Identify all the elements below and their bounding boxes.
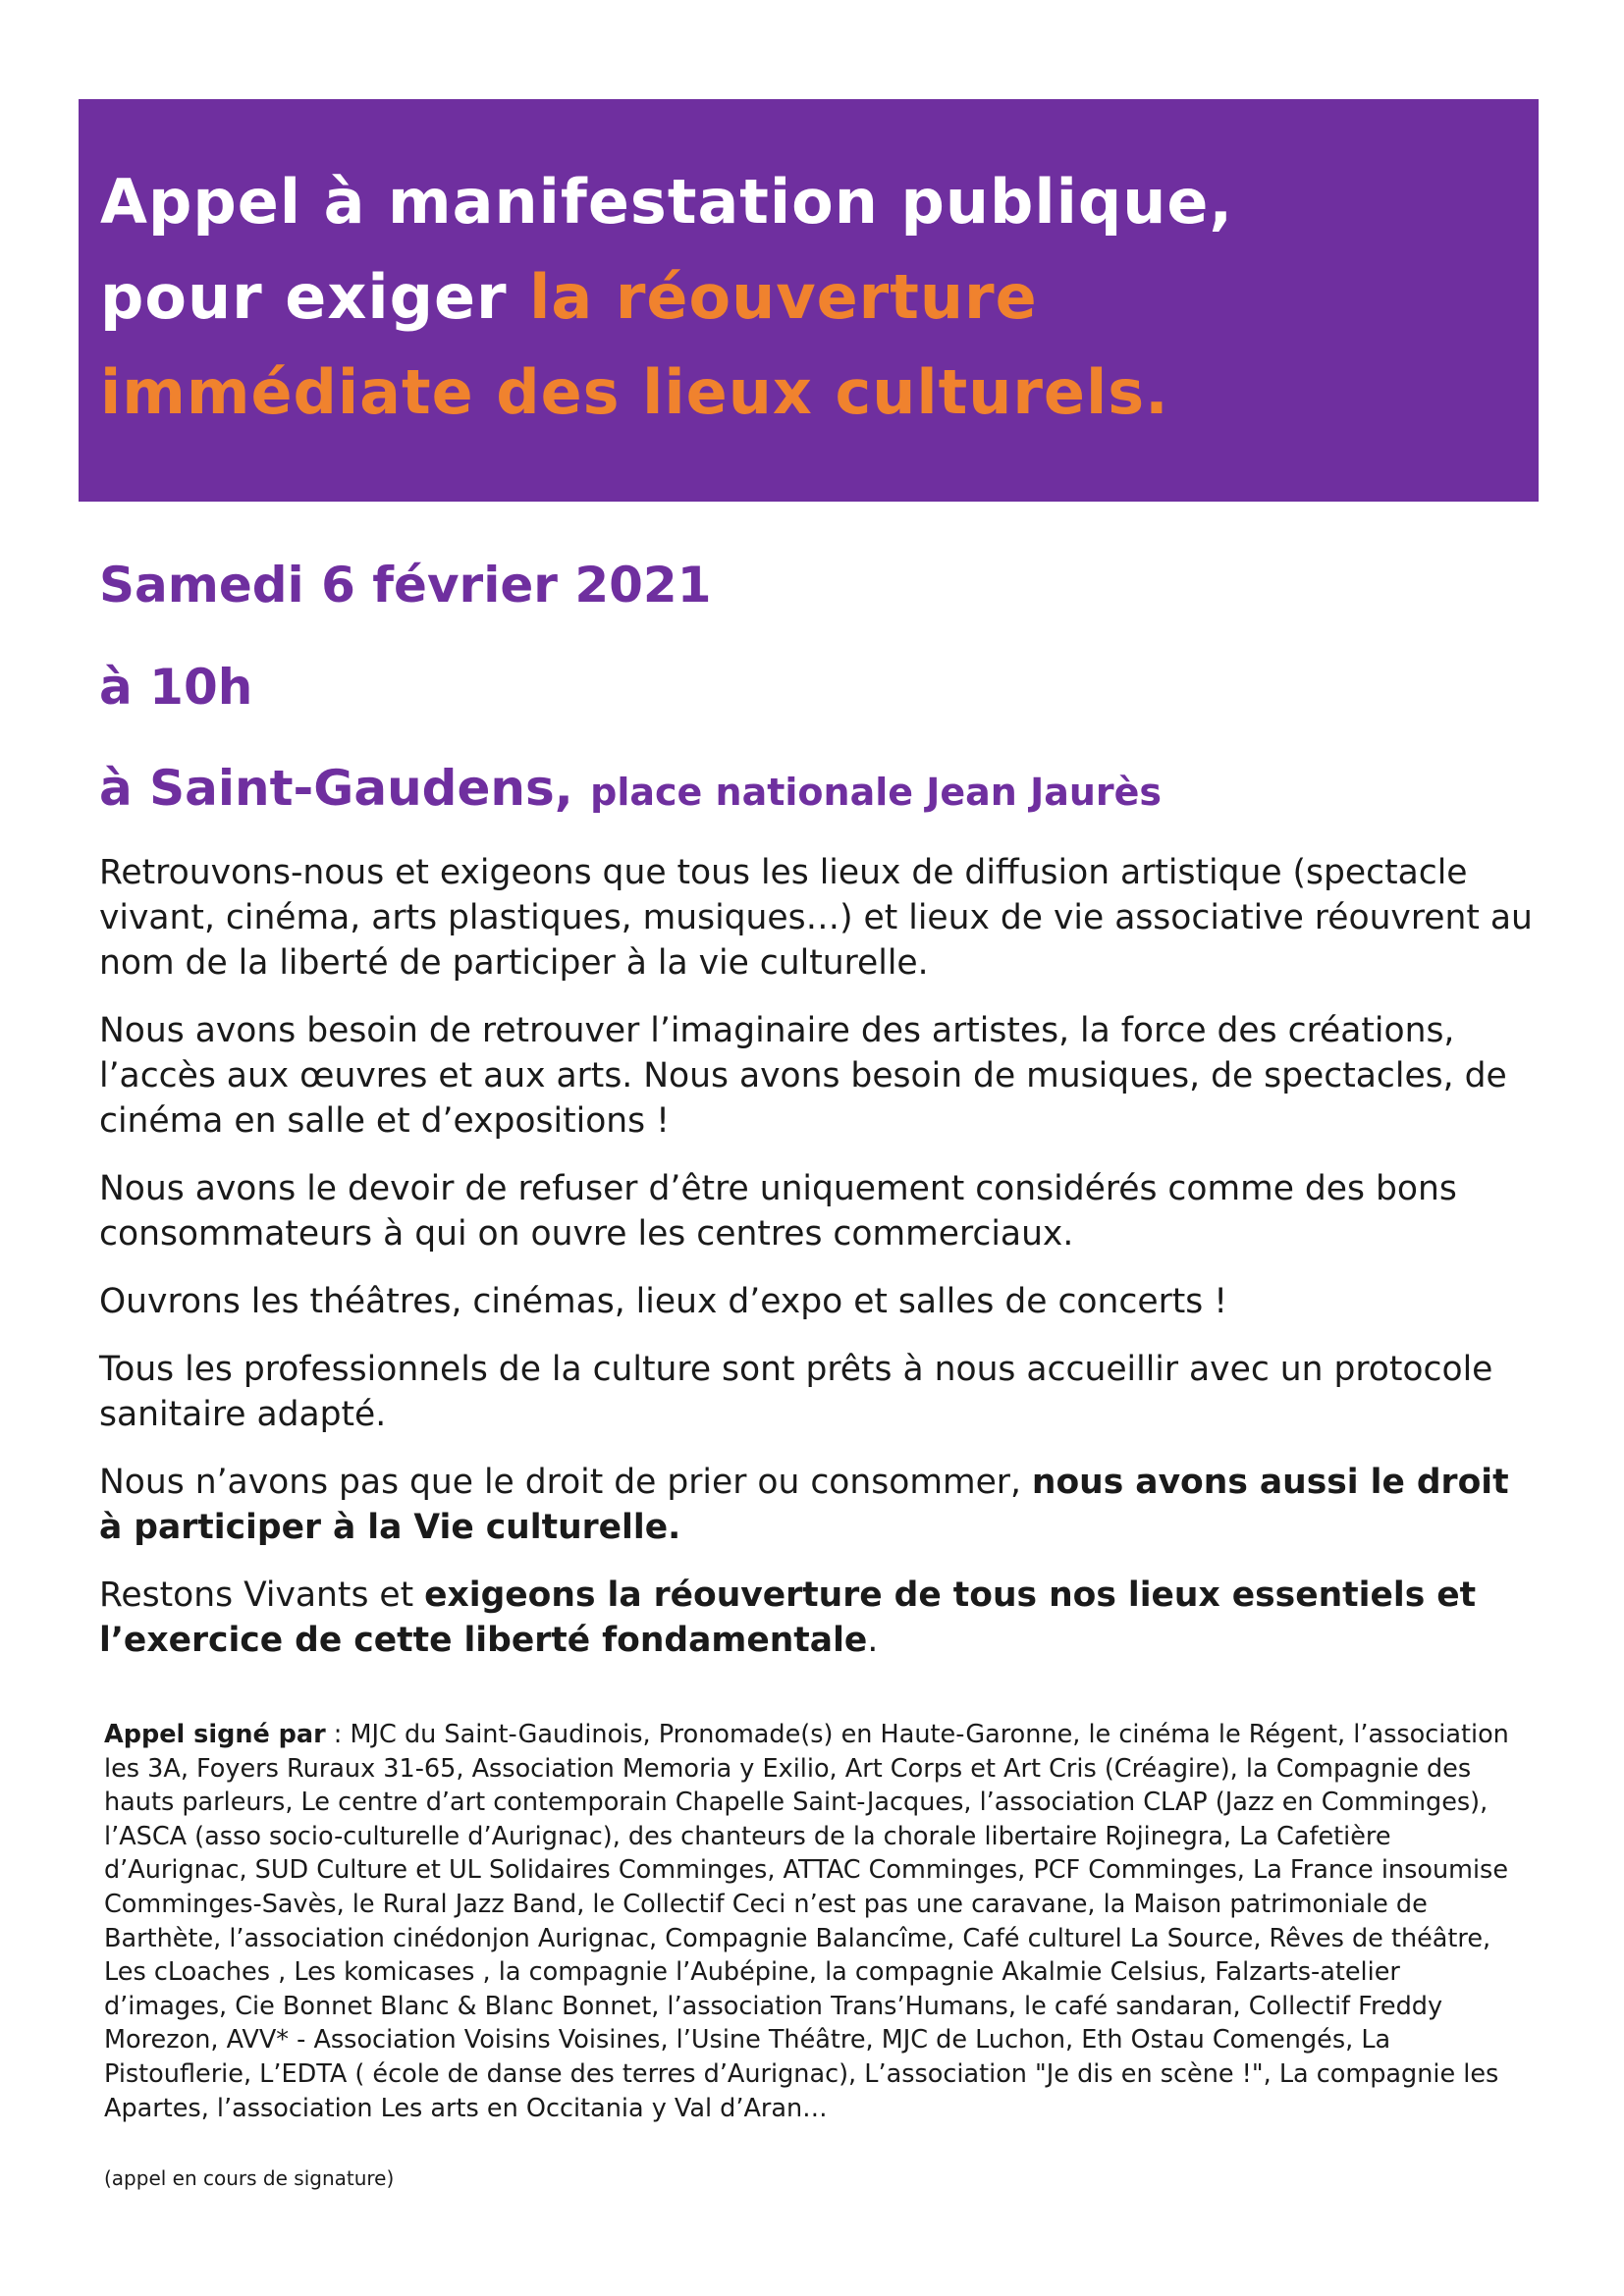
- paragraph-6-bold: nous avons aussi le droit à participer à la Vie culturelle.: [99, 1463, 1509, 1547]
- title-line-1: Appel à manifestation publique,: [100, 166, 1234, 238]
- title-line-2-orange: la réouverture: [529, 261, 1038, 333]
- signature-note: (appel en cours de signature): [104, 2166, 395, 2190]
- paragraph-4: Ouvrons les théâtres, cinémas, lieux d’expo et salles de concerts !: [99, 1282, 1228, 1321]
- main-text: [99, 850, 1533, 1685]
- paragraph-7-normal: Restons Vivants et: [99, 1575, 425, 1615]
- signatories-list: : MJC du Saint-Gaudinois, Pronomade(s) en Haute-Garonne, le cinéma le Régent, l’association les 3A, Foyers Ruraux 31-65, Association Memoria y Exilio, Art Corps et Art Cris (Créagire), la Compagnie des hauts parleurs, Le centre d’art contemporain Chapelle Saint-Jacques, l’association CLAP (Jazz en Comminges), l’ASCA (asso socio-culturelle d’Aurignac), des chanteurs de la chorale libertaire Rojinegra, La Cafetière d’Aurignac, SUD Culture et UL Solidaires Comminges, ATTAC Comminges, PCF Comminges, La France insoumise Comminges-Savès, le Rural Jazz Band, le Collectif Ceci n’est pas une caravane, la Maison patrimoniale de Barthète, l’association cinédonjon Aurignac, Compagnie Balancîme, Café culturel La Source, Rêves de théâtre, Les cLoaches , Les komicases , la compagnie l’Aubépine, la compagnie Akalmie Celsius, Falzarts-atelier d’images, Cie Bonnet Blanc & Blanc Bonnet, l’association Trans’Humans, le café sandaran, Collectif Freddy Morezon, AVV* - Association Voisins Voisines, l’Usine Théâtre, MJC de Luchon, Eth Ostau Comengés, La Pistouflerie, L’EDTA ( école de danse des terres d’Aurignac), L’association "Je dis en scène !", La compagnie les Apartes, l’association Les arts en Occitania y Val d’Aran…: [104, 1720, 1509, 2123]
- paragraph-6-normal: Nous n’avons pas que le droit de prier ou consommer,: [99, 1463, 1032, 1502]
- event-place: place nationale Jean Jaurès: [590, 771, 1163, 814]
- paragraph-7-end: .: [867, 1621, 879, 1660]
- paragraph-5: Tous les professionnels de la culture sont prêts à nous accueillir avec un protocole sanitaire adapté.: [99, 1350, 1493, 1434]
- paragraph-6: [99, 1460, 1533, 1550]
- title-banner: [79, 99, 1539, 502]
- event-time: à 10h: [99, 659, 253, 716]
- paragraph-7-bold: exigeons la réouverture de tous nos lieux essentiels et l’exercice de cette liberté fondamentale: [99, 1575, 1477, 1660]
- signatories-label: Appel signé par: [104, 1720, 326, 1749]
- event-location: [99, 760, 1162, 817]
- paragraph-1: Retrouvons-nous et exigeons que tous les lieux de diffusion artistique (spectacle vivant, cinéma, arts plastiques, musiques…) et lieux de vie associative réouvrent au nom de la liberté de participer à la vie culturelle.: [99, 853, 1533, 983]
- paragraph-3: Nous avons le devoir de refuser d’être uniquement considérés comme des bons consommateurs à qui on ouvre les centres commerciaux.: [99, 1169, 1457, 1254]
- title-line-2: [100, 249, 1539, 345]
- title-line-2-white: pour exiger: [100, 261, 530, 333]
- paragraph-2: Nous avons besoin de retrouver l’imaginaire des artistes, la force des créations, l’accès aux œuvres et aux arts. Nous avons besoin de musiques, de spectacles, de cinéma en salle et d’expositions !: [99, 1011, 1507, 1141]
- title-line-3: immédiate des lieux culturels.: [100, 356, 1169, 428]
- signatories-block: [104, 1718, 1528, 2125]
- event-city: à Saint-Gaudens,: [99, 760, 573, 817]
- event-date: Samedi 6 février 2021: [99, 557, 712, 614]
- paragraph-7: [99, 1573, 1533, 1663]
